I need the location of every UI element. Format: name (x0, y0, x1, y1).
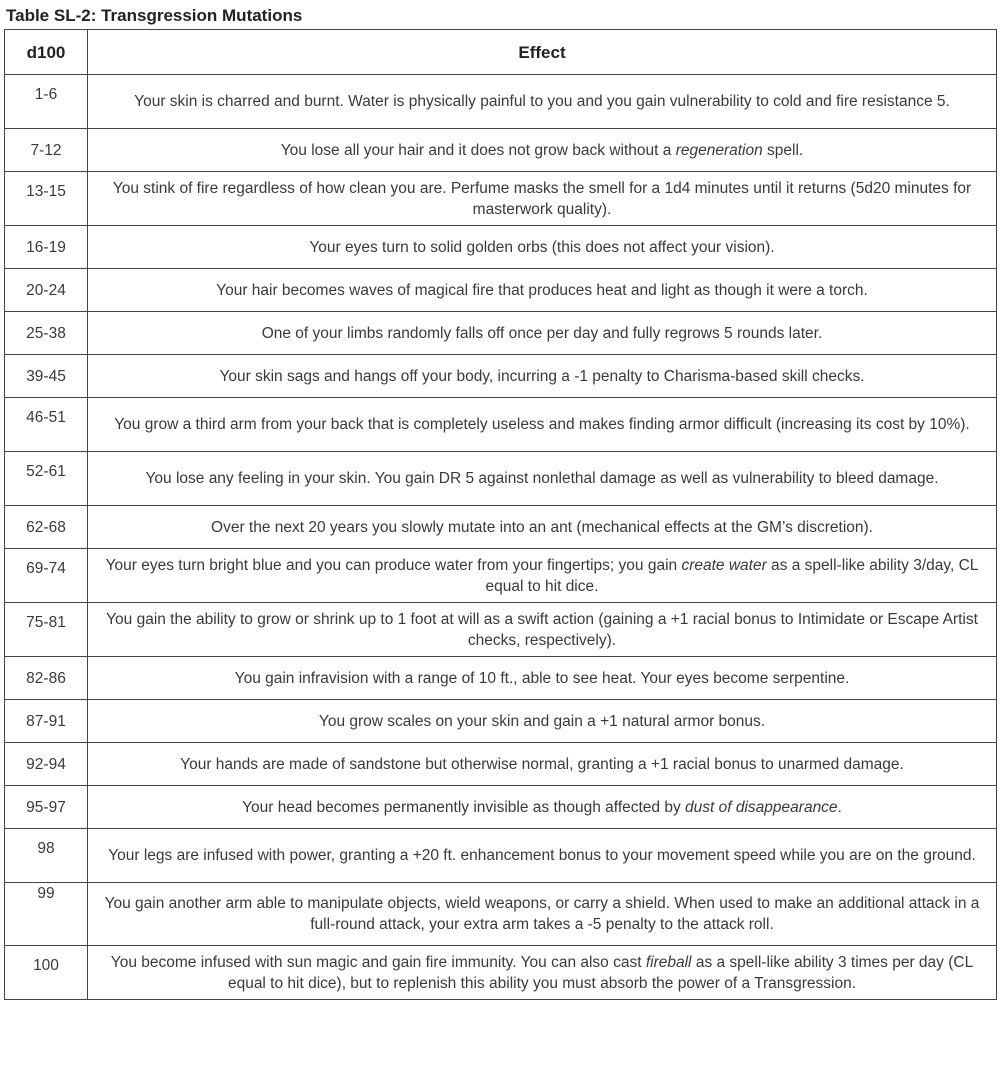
table-row (5, 226, 997, 269)
table-row (5, 946, 997, 1000)
effect-cell (88, 946, 997, 1000)
table-caption: Table SL-2: Transgression Mutations (6, 6, 303, 25)
effect-cell: You grow scales on your skin and gain a +1 natural armor bonus. (88, 700, 997, 743)
effect-text: as a spell-like ability 3 times per day (CL equal to hit dice), but to replenish this ability you must absorb the power of a Transgression. (227, 953, 974, 992)
effect-cell (88, 549, 997, 603)
effect-cell: Your hair becomes waves of magical fire that produces heat and light as though it were a torch. (88, 269, 997, 312)
table-row (5, 75, 997, 129)
table-row (5, 172, 997, 226)
roll-cell: 92-94 (5, 743, 88, 786)
table-row (5, 786, 997, 829)
roll-cell: 82-86 (5, 657, 88, 700)
table-row (5, 549, 997, 603)
roll-cell: 13-15 (5, 172, 88, 226)
table-row (5, 657, 997, 700)
spell-name: regeneration (675, 141, 763, 159)
effect-text: Your head becomes permanently invisible as though affected by (242, 798, 686, 816)
roll-cell: 25-38 (5, 312, 88, 355)
table-row (5, 883, 997, 946)
item-name: dust of disappearance (685, 798, 838, 816)
effect-cell (88, 129, 997, 172)
table-row (5, 452, 997, 506)
effect-cell: You gain the ability to grow or shrink up to 1 foot at will as a swift action (gaining a +1 racial bonus to Intimidate or Escape Artist checks, respectively). (88, 603, 997, 657)
effect-text: Your eyes turn bright blue and you can produce water from your fingertips; you gain (105, 556, 682, 574)
effect-cell: Your skin is charred and burnt. Water is physically painful to you and you gain vulnerability to cold and fire resistance 5. (88, 75, 997, 129)
roll-cell: 16-19 (5, 226, 88, 269)
effect-cell: Your legs are infused with power, granting a +20 ft. enhancement bonus to your movement speed while you are on the ground. (88, 829, 997, 883)
effect-cell: You stink of fire regardless of how clean you are. Perfume masks the smell for a 1d4 minutes until it returns (5d20 minutes for masterwork quality). (88, 172, 997, 226)
effect-cell: Your skin sags and hangs off your body, incurring a -1 penalty to Charisma-based skill checks. (88, 355, 997, 398)
effect-cell: You lose any feeling in your skin. You gain DR 5 against nonlethal damage as well as vulnerability to bleed damage. (88, 452, 997, 506)
table-row (5, 312, 997, 355)
table-row (5, 743, 997, 786)
roll-cell: 75-81 (5, 603, 88, 657)
effect-cell: You gain another arm able to manipulate objects, wield weapons, or carry a shield. When used to make an additional attack in a full-round attack, your extra arm takes a -5 penalty to the attack roll. (88, 883, 997, 946)
table-row (5, 269, 997, 312)
table-row (5, 129, 997, 172)
effect-cell: Over the next 20 years you slowly mutate into an ant (mechanical effects at the GM’s discretion). (88, 506, 997, 549)
effect-text: You lose all your hair and it does not grow back without a (280, 141, 676, 159)
table-row (5, 700, 997, 743)
roll-cell: 69-74 (5, 549, 88, 603)
effect-cell: Your hands are made of sandstone but otherwise normal, granting a +1 racial bonus to unarmed damage. (88, 743, 997, 786)
roll-cell: 20-24 (5, 269, 88, 312)
table-row (5, 506, 997, 549)
roll-cell: 1-6 (5, 75, 88, 129)
effect-text: You become infused with sun magic and gain fire immunity. You can also cast (110, 953, 646, 971)
effect-cell (88, 786, 997, 829)
header-effect: Effect (88, 30, 997, 75)
header-roll: d100 (5, 30, 88, 75)
effect-text: spell. (762, 141, 804, 159)
effect-cell: Your eyes turn to solid golden orbs (this does not affect your vision). (88, 226, 997, 269)
effect-text: . (837, 798, 842, 816)
roll-cell: 62-68 (5, 506, 88, 549)
roll-cell: 52-61 (5, 452, 88, 506)
effect-cell: You grow a third arm from your back that is completely useless and makes finding armor difficult (increasing its cost by 10%). (88, 398, 997, 452)
roll-cell: 87-91 (5, 700, 88, 743)
roll-cell: 39-45 (5, 355, 88, 398)
spell-name: fireball (645, 953, 692, 971)
table-row (5, 829, 997, 883)
header-row (5, 30, 997, 75)
roll-cell: 7-12 (5, 129, 88, 172)
mutations-table (4, 29, 997, 1000)
roll-cell: 46-51 (5, 398, 88, 452)
effect-text: as a spell-like ability 3/day, CL equal to hit dice. (485, 556, 979, 595)
table-row (5, 398, 997, 452)
effect-cell: One of your limbs randomly falls off once per day and fully regrows 5 rounds later. (88, 312, 997, 355)
roll-cell: 95-97 (5, 786, 88, 829)
table-row (5, 603, 997, 657)
roll-cell: 100 (5, 946, 88, 1000)
effect-cell: You gain infravision with a range of 10 ft., able to see heat. Your eyes become serpentine. (88, 657, 997, 700)
roll-cell: 98 (5, 829, 88, 883)
table-row (5, 355, 997, 398)
roll-cell: 99 (5, 883, 88, 946)
spell-name: create water (681, 556, 767, 574)
